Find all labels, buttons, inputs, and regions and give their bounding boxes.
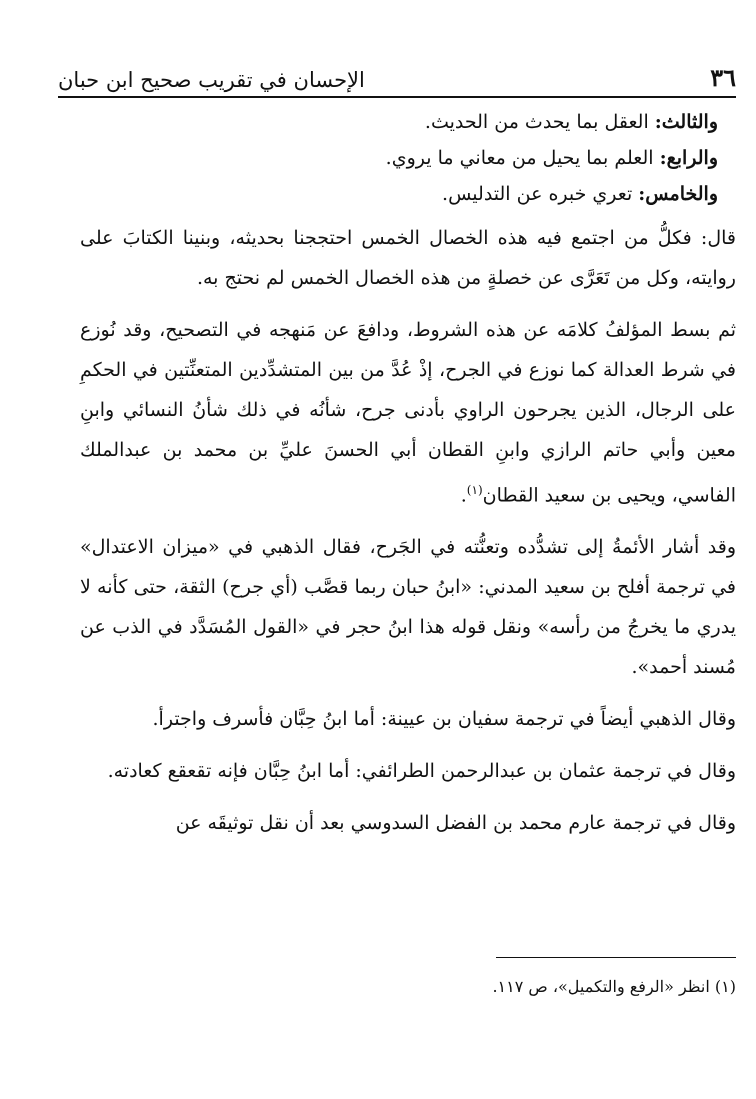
list-item-text: تعري خبره عن التدليس. bbox=[442, 183, 639, 205]
list-item-label: والرابع: bbox=[659, 147, 718, 169]
paragraph: وقال في ترجمة عارم محمد بن الفضل السدوسي بعد أن نقل توثيقَه عن bbox=[175, 812, 736, 835]
list-item-text: العقل بما يحدث من الحديث. bbox=[424, 111, 655, 133]
paragraph: وقال الذهبي أيضاً في ترجمة سفيان بن عيينة: أما ابنُ حِبَّان فأسرف واجترأ. bbox=[152, 708, 736, 731]
paragraph: قال: فكلُّ من اجتمع فيه هذه الخصال الخمس احتججنا بحديثه، وبنينا الكتابَ على روايته، وكل من تَعَرَّى عن خصلةٍ من هذه الخصال الخمس لم نحتج به. bbox=[80, 227, 736, 289]
page-header bbox=[58, 58, 736, 98]
paragraph-end: . bbox=[460, 484, 467, 507]
running-title: الإحسان في تقريب صحيح ابن حبان bbox=[58, 68, 365, 92]
list-item bbox=[80, 176, 736, 212]
footnote-divider bbox=[496, 957, 736, 958]
list-item bbox=[80, 104, 736, 140]
list-item-text: العلم بما يحيل من معاني ما يروي. bbox=[385, 147, 660, 169]
footnote: (١) انظر «الرفع والتكميل»، ص ١١٧. bbox=[492, 977, 736, 996]
footnote-reference: (١) bbox=[466, 483, 483, 497]
conditions-list bbox=[80, 104, 736, 212]
paragraph-text: ثم بسط المؤلفُ كلامَه عن هذه الشروط، ودافعَ عن مَنهجه في التصحيح، وقد نُوزع في شرط العدالة كما نوزع في الجرح، إذْ عُدَّ من بين المتشدِّدين المتعنِّتين في الحكمِ على الرجال، الذين يجرحون الراوي بأدنى جرح، شأنُه في ذلك شأنُ النسائي وابنِ معين وأبي حاتم الرازي وابنِ القطان أبي الحسنَ عليِّ بن محمد بن عبدالملك الفاسي، ويحيى بن سعيد القطان bbox=[80, 319, 736, 507]
paragraph: وقد أشار الأئمةُ إلى تشدُّده وتعنُّته في الجَرح، فقال الذهبي في «ميزان الاعتدال» في ترجمة أفلح بن سعيد المدني: «ابنُ حبان ربما قصَّب (أي جرح) الثقة، حتى كأنه لا يدري ما يخرجُ من رأسه» ونقل قوله هذا ابنُ حجر في «القول المُسَدَّد في الذب عن مُسند أحمد». bbox=[80, 536, 736, 679]
paragraph bbox=[80, 310, 736, 515]
paragraph: وقال في ترجمة عثمان بن عبدالرحمن الطرائفي: أما ابنُ حِبَّان فإنه تقعقع كعادته. bbox=[107, 760, 736, 783]
list-item bbox=[80, 140, 736, 176]
list-item-label: والخامس: bbox=[638, 183, 718, 205]
list-item-label: والثالث: bbox=[654, 111, 718, 133]
page-body bbox=[80, 104, 736, 843]
page-number: ٣٦ bbox=[710, 63, 736, 92]
